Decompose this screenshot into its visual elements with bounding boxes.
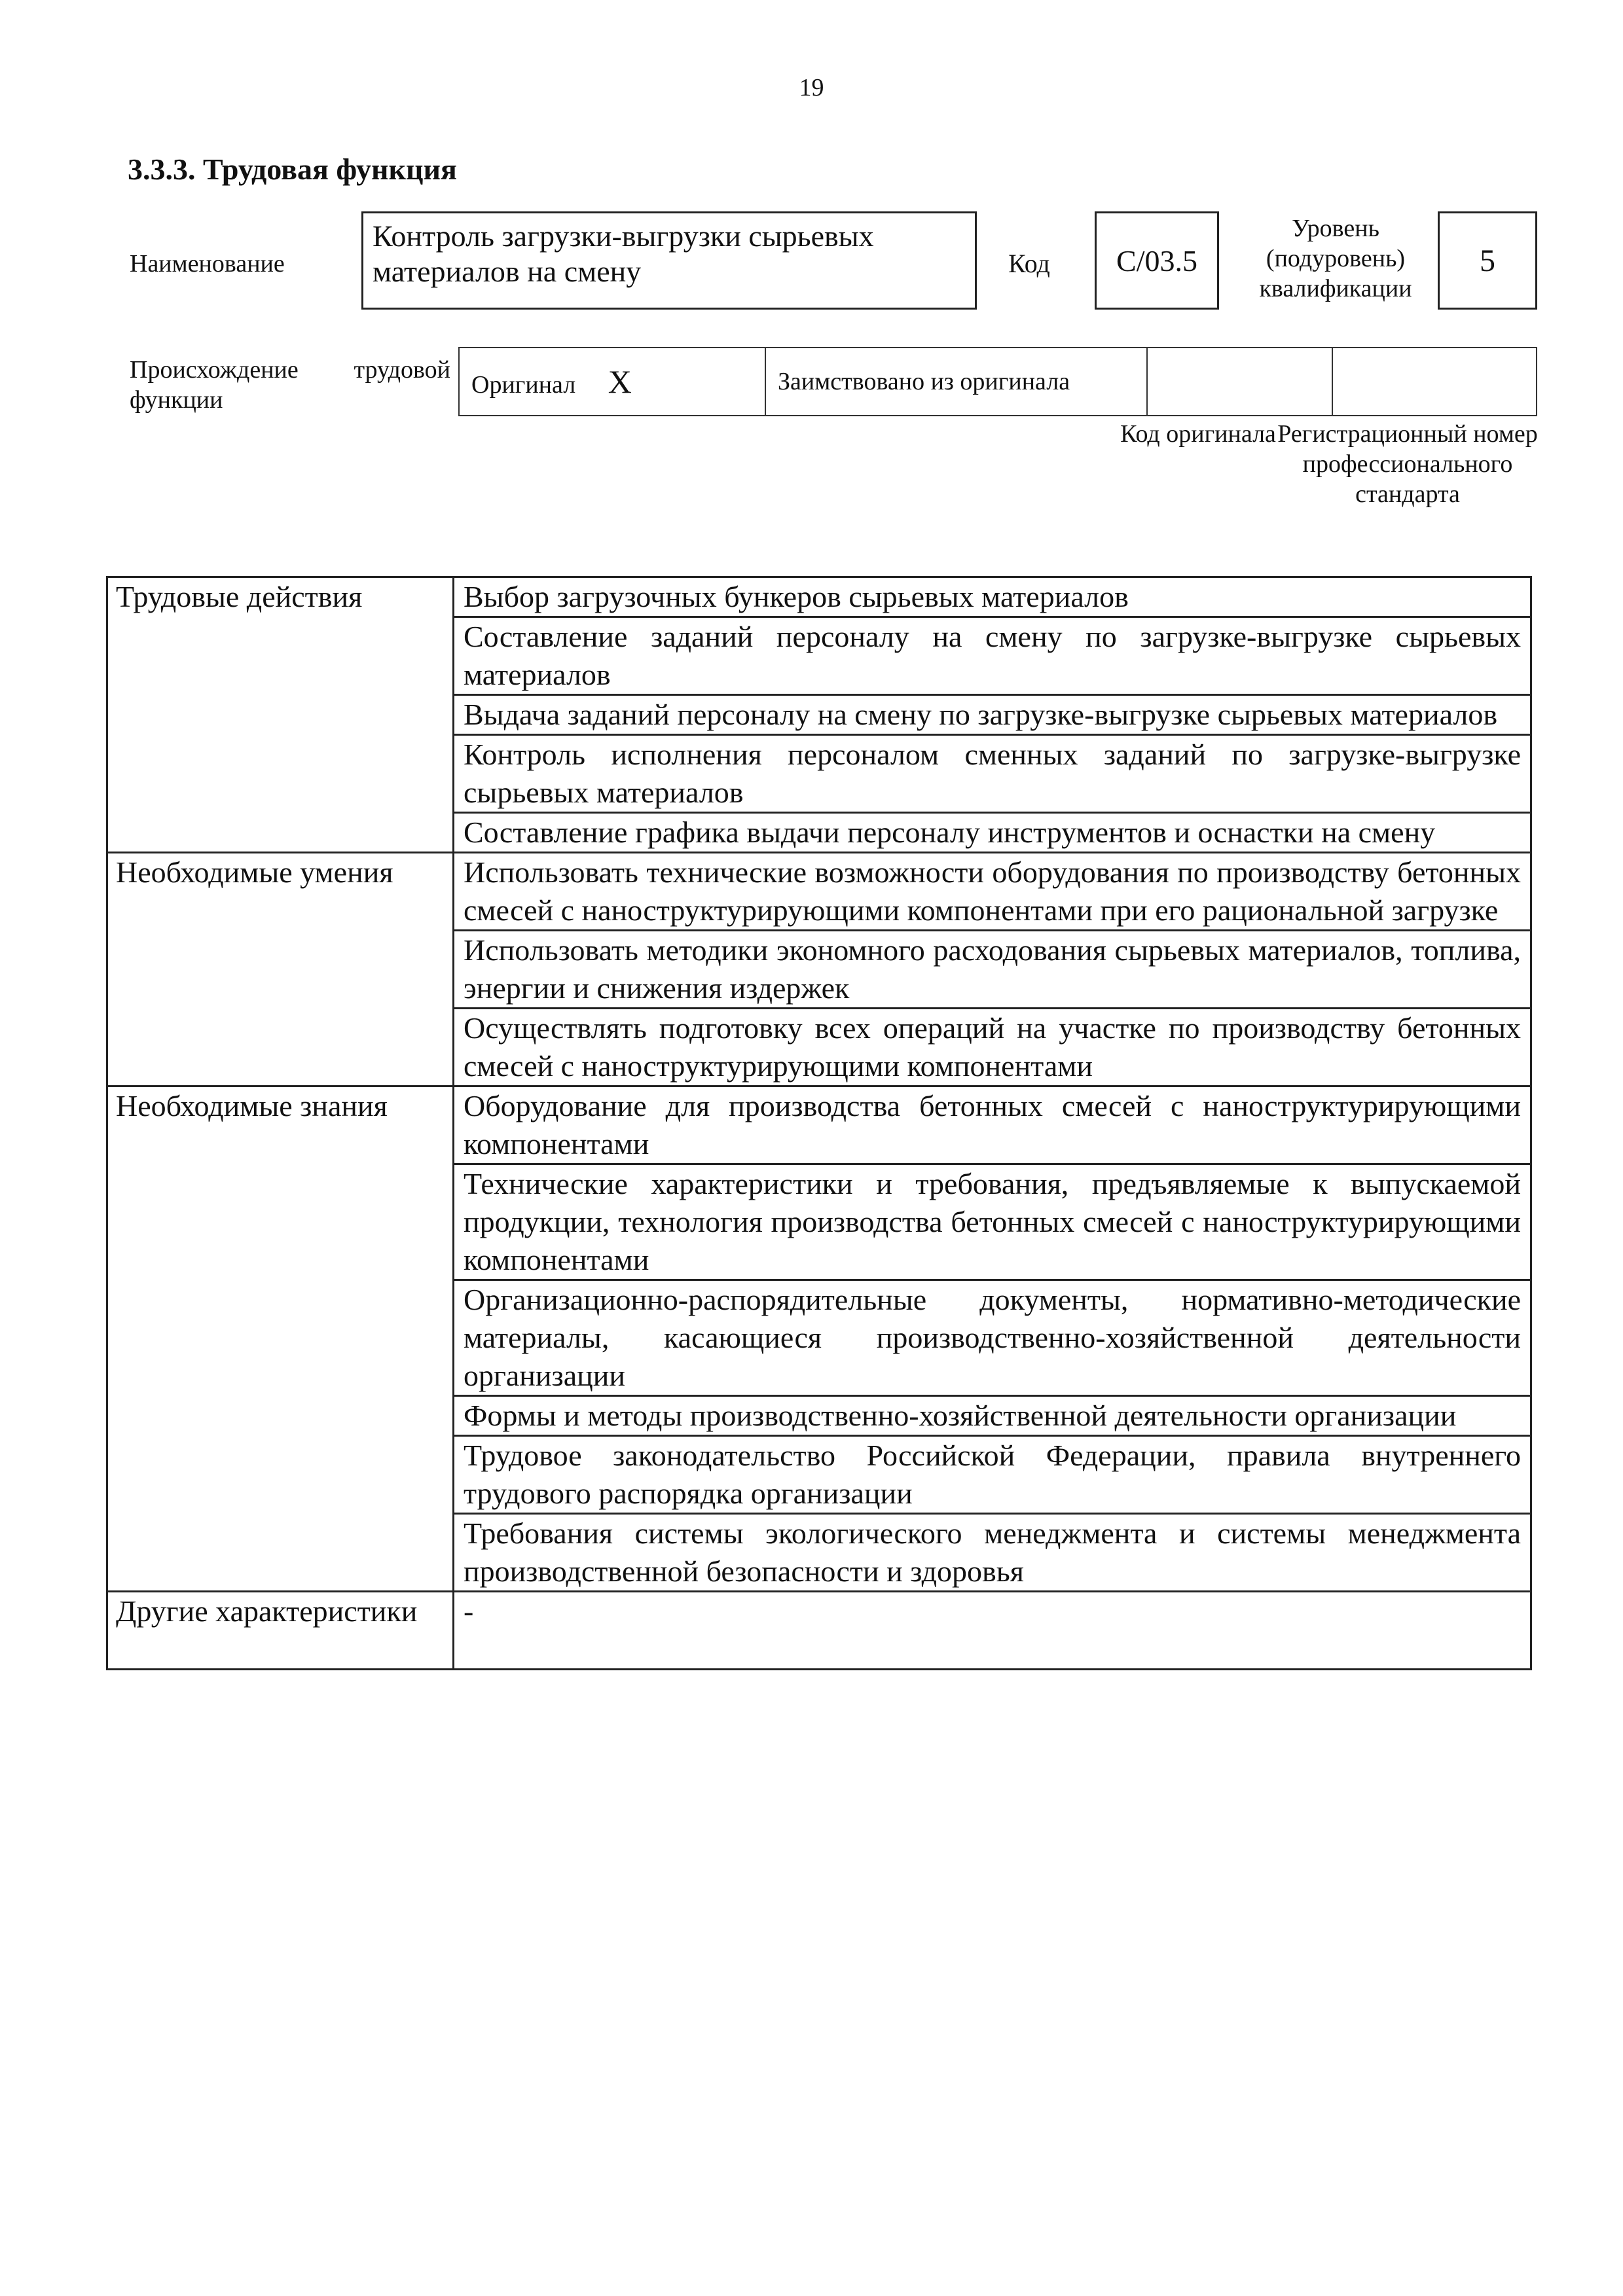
item-cell: Организационно-распорядительные документы, нормативно-методические материалы, касающиеся производственно-хозяйственной деятельности организации — [454, 1280, 1531, 1396]
main-table — [106, 576, 1532, 1670]
level-label: Уровень (подуровень) квалификации — [1259, 215, 1412, 302]
section-title: 3.3.3. Трудовая функция — [128, 152, 457, 186]
origin-original-label: Оригинал — [471, 371, 576, 399]
origin-reg-caption: Регистрационный номер профессионального стандарта — [1277, 420, 1538, 508]
level-box — [1438, 211, 1537, 310]
item-cell: Трудовое законодательство Российской Федерации, правила внутреннего трудового распорядка организации — [454, 1436, 1531, 1514]
item-cell: Составление графика выдачи персоналу инструментов и оснастки на смену — [454, 813, 1531, 853]
item-cell: Использовать методики экономного расходования сырьевых материалов, топлива, энергии и снижения издержек — [454, 931, 1531, 1009]
origin-code-caption: Код оригинала — [1120, 420, 1276, 448]
item-cell: - — [454, 1592, 1531, 1670]
origin-code-cell — [1147, 348, 1332, 416]
origin-reg-cell — [1332, 348, 1537, 416]
code-box — [1095, 211, 1219, 310]
category-cell: Необходимые знания — [107, 1086, 454, 1592]
origin-mark: X — [608, 363, 632, 400]
item-cell: Требования системы экологического менеджмента и системы менеджмента производственной безопасности и здоровья — [454, 1514, 1531, 1592]
item-cell: Выбор загрузочных бункеров сырьевых материалов — [454, 577, 1531, 617]
item-cell: Технические характеристики и требования, предъявляемые к выпускаемой продукции, технология производства бетонных смесей с наноструктурирующими компонентами — [454, 1164, 1531, 1280]
origin-original-cell — [459, 348, 765, 416]
origin-borrowed-label: Заимствовано из оригинала — [778, 368, 1070, 395]
category-cell: Трудовые действия — [107, 577, 454, 853]
item-cell: Составление заданий персоналу на смену по загрузке-выгрузке сырьевых материалов — [454, 617, 1531, 695]
table-row — [107, 1592, 1531, 1670]
item-cell: Выдача заданий персоналу на смену по загрузке-выгрузке сырьевых материалов — [454, 695, 1531, 735]
function-name-box — [361, 211, 977, 310]
function-name-value: Контроль загрузки-выгрузки сырьевых материалов на смену — [373, 219, 874, 288]
origin-borrowed-cell — [765, 348, 1147, 416]
item-cell: Оборудование для производства бетонных смесей с наноструктурирующими компонентами — [454, 1086, 1531, 1164]
origin-label: Происхождение трудовой функции — [130, 356, 450, 414]
table-row — [107, 853, 1531, 931]
table-row — [107, 577, 1531, 617]
code-value: C/03.5 — [1116, 243, 1197, 278]
page-number: 19 — [799, 74, 824, 101]
table-row — [107, 1086, 1531, 1164]
origin-table — [458, 347, 1537, 416]
item-cell: Контроль исполнения персоналом сменных заданий по загрузке-выгрузке сырьевых материалов — [454, 735, 1531, 813]
item-cell: Осуществлять подготовку всех операций на участке по производству бетонных смесей с наноструктурирующими компонентами — [454, 1009, 1531, 1086]
item-cell: Формы и методы производственно-хозяйственной деятельности организации — [454, 1396, 1531, 1436]
category-cell: Другие характеристики — [107, 1592, 454, 1670]
name-label: Наименование — [130, 250, 285, 278]
category-cell: Необходимые умения — [107, 853, 454, 1086]
level-value: 5 — [1480, 243, 1495, 278]
code-label: Код — [1008, 249, 1050, 278]
item-cell: Использовать технические возможности оборудования по производству бетонных смесей с наноструктурирующими компонентами при его рациональной загрузке — [454, 853, 1531, 931]
